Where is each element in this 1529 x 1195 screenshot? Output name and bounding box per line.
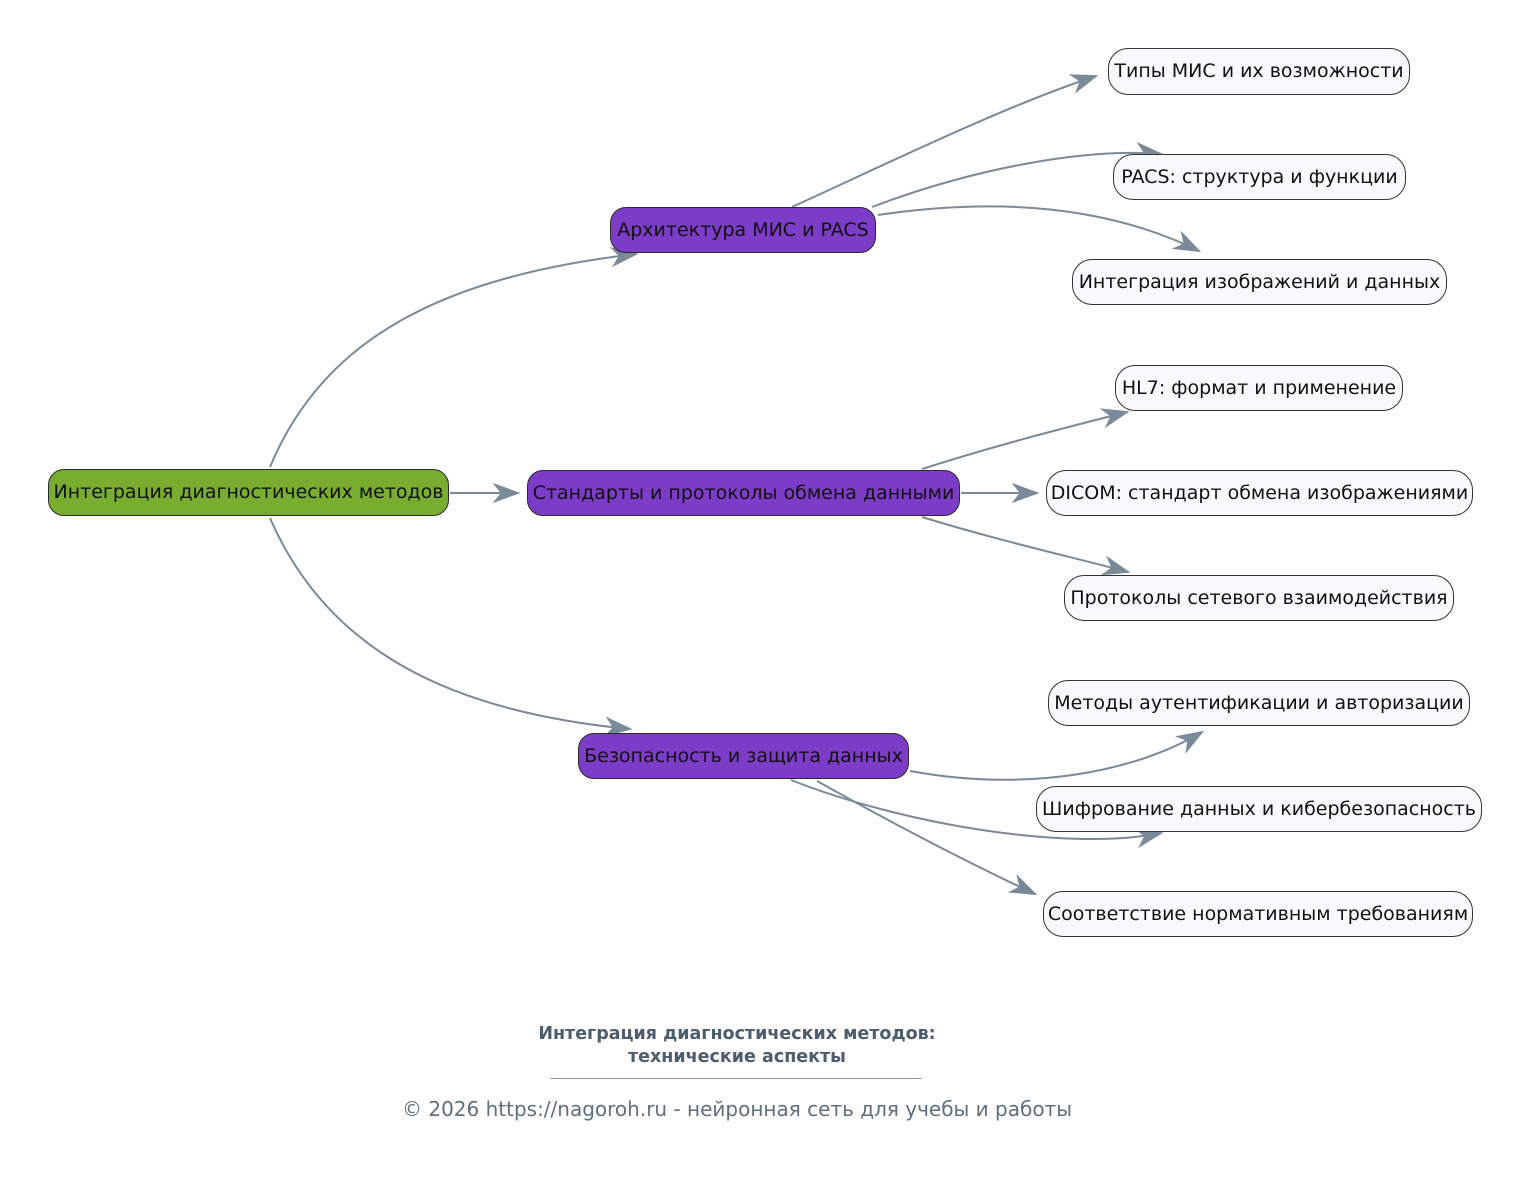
diagram-title-line2: технические аспекты [628, 1046, 846, 1067]
leaf-node-network-protocols[interactable]: Протоколы сетевого взаимодействия [1064, 575, 1454, 621]
edge-root-architecture [270, 254, 636, 467]
leaf-node-encryption[interactable]: Шифрование данных и кибербезопасность [1036, 786, 1482, 832]
footer-divider [550, 1078, 922, 1079]
copyright-text: © 2026 https://nagoroh.ru - нейронная сеть для учебы и работы [401, 1097, 1072, 1121]
leaf-node-image-data-integration[interactable]: Интеграция изображений и данных [1072, 259, 1447, 305]
edge-architecture-integration [878, 206, 1199, 251]
edge-standards-protocols [922, 517, 1128, 572]
leaf-node-dicom[interactable]: DICOM: стандарт обмена изображениями [1046, 470, 1473, 516]
branch-node-standards[interactable]: Стандарты и протоколы обмена данными [527, 470, 960, 516]
branch-node-security[interactable]: Безопасность и защита данных [578, 733, 909, 779]
leaf-node-mis-types[interactable]: Типы МИС и их возможности [1108, 48, 1410, 95]
leaf-node-compliance[interactable]: Соответствие нормативным требованиям [1043, 891, 1473, 937]
edge-security-auth [910, 732, 1202, 780]
diagram-title [337, 1023, 1137, 1069]
root-node-integration-methods[interactable]: Интеграция диагностических методов [48, 469, 449, 516]
edge-architecture-mis-types [792, 76, 1096, 207]
edge-root-security [270, 518, 630, 729]
branch-node-architecture[interactable]: Архитектура МИС и PACS [610, 207, 876, 253]
leaf-node-hl7[interactable]: HL7: формат и применение [1115, 365, 1403, 411]
leaf-node-auth-methods[interactable]: Методы аутентификации и авторизации [1048, 680, 1470, 726]
diagram-title-line1: Интеграция диагностических методов: [538, 1024, 936, 1044]
edge-security-compliance [817, 781, 1035, 894]
leaf-node-pacs-structure[interactable]: PACS: структура и функции [1113, 154, 1406, 200]
edge-standards-hl7 [922, 412, 1127, 469]
